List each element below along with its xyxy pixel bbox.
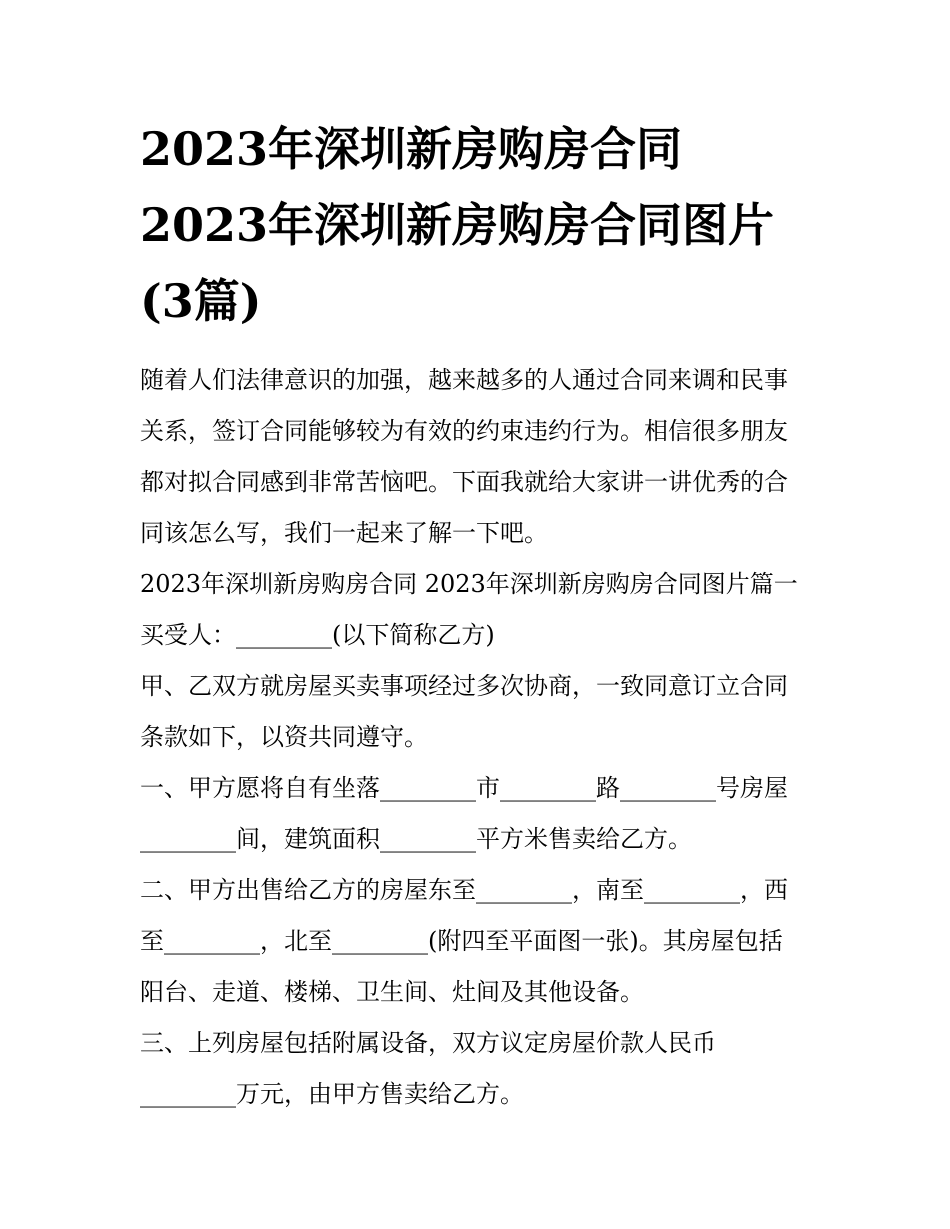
clause-line: ________万元，由甲方售卖给乙方。 <box>140 1080 524 1108</box>
body-line: 关系，签订合同能够较为有效的约束违约行为。相信很多朋友 <box>140 417 788 445</box>
body-line: 甲、乙双方就房屋买卖事项经过多次协商，一致同意订立合同 <box>140 672 788 700</box>
body-line: 买受人：________(以下简称乙方) <box>140 621 495 649</box>
body-line: 同该怎么写，我们一起来了解一下吧。 <box>140 519 548 547</box>
body-line: 条款如下，以资共同遵守。 <box>140 723 428 751</box>
document-title <box>140 111 840 339</box>
clause-line: ________间，建筑面积________平方米售卖给乙方。 <box>140 825 692 853</box>
section-heading: 2023年深圳新房购房合同 2023年深圳新房购房合同图片篇一 <box>140 570 798 598</box>
clause-line: 阳台、走道、楼梯、卫生间、灶间及其他设备。 <box>140 978 644 1006</box>
clause-line: 三、上列房屋包括附属设备，双方议定房屋价款人民币 <box>140 1029 716 1057</box>
title-line-1: 2023年深圳新房购房合同 <box>140 122 683 176</box>
clause-line: 一、甲方愿将自有坐落________市________路________号房屋 <box>140 774 788 802</box>
document-body <box>140 355 815 1120</box>
body-line: 都对拟合同感到非常苦恼吧。下面我就给大家讲一讲优秀的合 <box>140 468 788 496</box>
clause-line: 至________，北至________(附四至平面图一张)。其房屋包括 <box>140 927 783 955</box>
body-line: 随着人们法律意识的加强，越来越多的人通过合同来调和民事 <box>140 366 788 394</box>
title-line-2: 2023年深圳新房购房合同图片 <box>140 198 775 252</box>
clause-line: 二、甲方出售给乙方的房屋东至________，南至________，西 <box>140 876 788 904</box>
title-line-3: (3篇) <box>140 274 262 328</box>
